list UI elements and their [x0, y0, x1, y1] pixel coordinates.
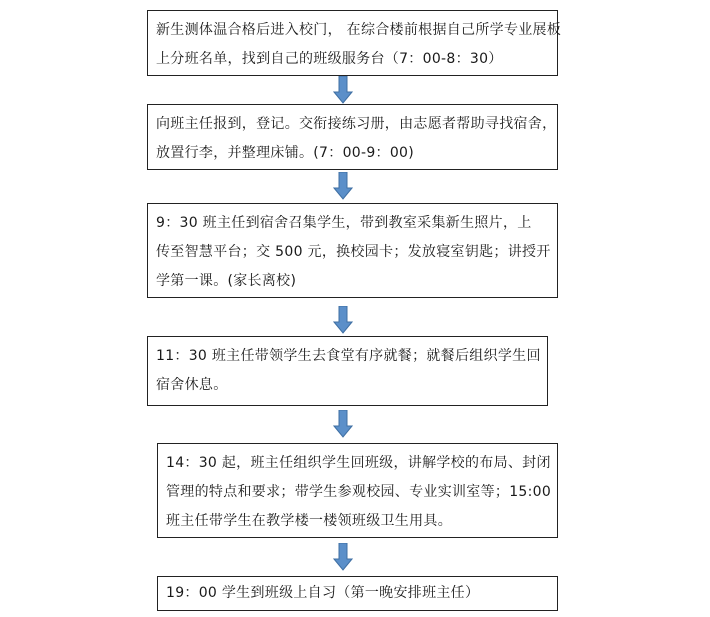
step-3-line-1: 9：30 班主任到宿舍召集学生，带到教室采集新生照片，上 — [156, 215, 532, 231]
down-arrow-icon — [333, 172, 353, 200]
down-arrow-icon — [333, 306, 353, 334]
step-2-line-1: 向班主任报到，登记。交衔接练习册，由志愿者帮助寻找宿舍， — [156, 116, 557, 132]
step-4-line-1: 11：30 班主任带领学生去食堂有序就餐；就餐后组织学生回 — [156, 348, 541, 364]
step-1-line-1: 新生测体温合格后进入校门， 在综合楼前根据自己所学专业展板 — [156, 22, 562, 38]
flow-step-2 — [147, 104, 558, 170]
flow-step-3 — [147, 203, 558, 298]
step-5-line-2: 管理的特点和要求；带学生参观校园、专业实训室等；15:00 — [166, 484, 552, 500]
step-3-line-3: 学第一课。(家长离校) — [156, 273, 297, 289]
flow-step-4 — [147, 336, 548, 406]
down-arrow-icon — [333, 410, 353, 438]
down-arrow-icon — [333, 543, 353, 571]
step-3-line-2: 传至智慧平台；交 500 元，换校园卡；发放寝室钥匙；讲授开 — [156, 244, 551, 260]
step-2-line-2: 放置行李，并整理床铺。(7：00-9：00) — [156, 145, 415, 161]
down-arrow-icon — [333, 76, 353, 104]
step-5-line-3: 班主任带学生在教学楼一楼领班级卫生用具。 — [166, 513, 452, 529]
step-4-line-2: 宿舍休息。 — [156, 377, 228, 393]
flow-step-1 — [147, 10, 562, 76]
flow-step-6 — [157, 576, 558, 611]
flow-step-5 — [157, 443, 558, 538]
step-6-line-1: 19：00 学生到班级上自习（第一晚安排班主任） — [166, 585, 480, 601]
step-5-line-1: 14：30 起，班主任组织学生回班级，讲解学校的布局、封闭 — [166, 455, 551, 471]
step-1-line-2: 上分班名单，找到自己的班级服务台（7：00-8：30） — [156, 51, 503, 67]
